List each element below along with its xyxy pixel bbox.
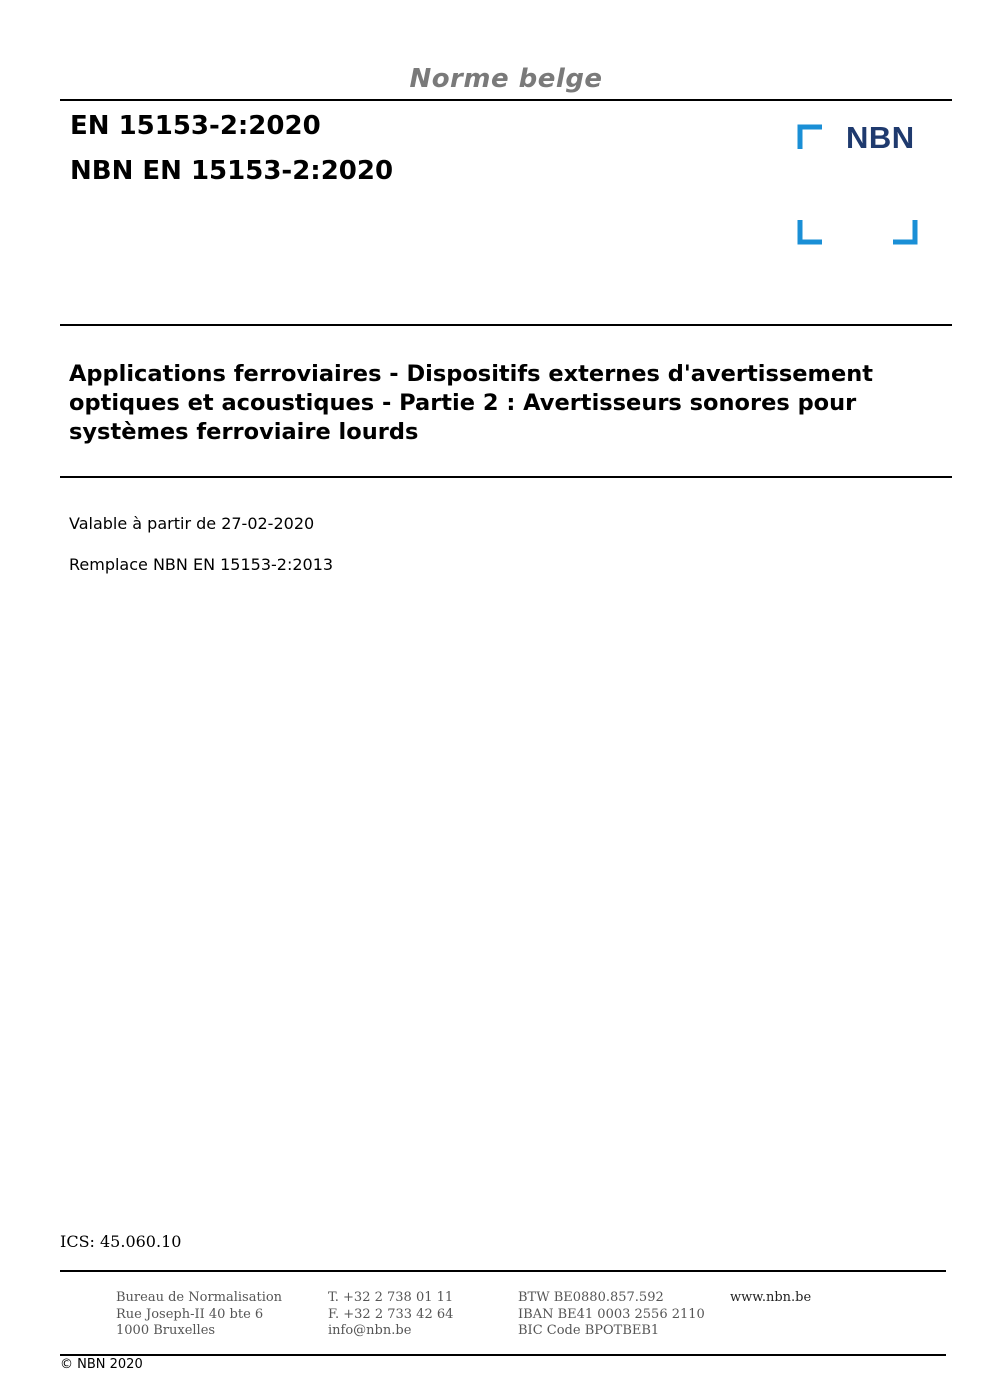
footer-email: info@nbn.be bbox=[328, 1323, 412, 1338]
nbn-logo-text: NBN bbox=[846, 120, 915, 155]
footer-phone: T. +32 2 738 01 11 bbox=[328, 1290, 454, 1305]
footer-vat: BTW BE0880.857.592 bbox=[518, 1290, 664, 1305]
standard-en-number: EN 15153-2:2020 bbox=[70, 111, 321, 141]
standard-nbn-number: NBN EN 15153-2:2020 bbox=[70, 156, 394, 186]
footer-address-line: Bureau de Normalisation bbox=[116, 1290, 283, 1305]
footer-iban: IBAN BE41 0003 2556 2110 bbox=[518, 1306, 705, 1322]
document-type-label: Norme belge bbox=[409, 64, 603, 94]
ics-code: ICS: 45.060.10 bbox=[60, 1232, 182, 1251]
validity-date: Valable à partir de 27-02-2020 bbox=[69, 514, 315, 533]
footer-address-line: Rue Joseph-II 40 bte 6 bbox=[116, 1306, 264, 1322]
footer-fax: F. +32 2 733 42 64 bbox=[328, 1306, 454, 1322]
document-title: Applications ferroviaires - Dispositifs externes d'avertissement optiques et acoustiques - Partie 2 : Avertisseurs sonores pour systèmes ferroviaire lourds bbox=[69, 361, 873, 445]
copyright: © NBN 2020 bbox=[60, 1357, 143, 1372]
title-bottom-divider bbox=[60, 476, 952, 478]
top-divider bbox=[60, 99, 952, 101]
footer-website-link[interactable]: www.nbn.be bbox=[730, 1290, 812, 1305]
nbn-logo bbox=[797, 120, 921, 248]
footer-top-divider bbox=[60, 1270, 946, 1272]
footer-bottom-divider bbox=[60, 1354, 946, 1356]
footer-bic: BIC Code BPOTBEB1 bbox=[518, 1323, 660, 1338]
header-bottom-divider bbox=[60, 324, 952, 326]
replaces-standard: Remplace NBN EN 15153-2:2013 bbox=[69, 555, 334, 574]
footer-contact bbox=[328, 1290, 453, 1340]
footer-address-line: 1000 Bruxelles bbox=[116, 1323, 216, 1338]
footer-address bbox=[116, 1290, 282, 1340]
footer-bank bbox=[518, 1290, 705, 1340]
